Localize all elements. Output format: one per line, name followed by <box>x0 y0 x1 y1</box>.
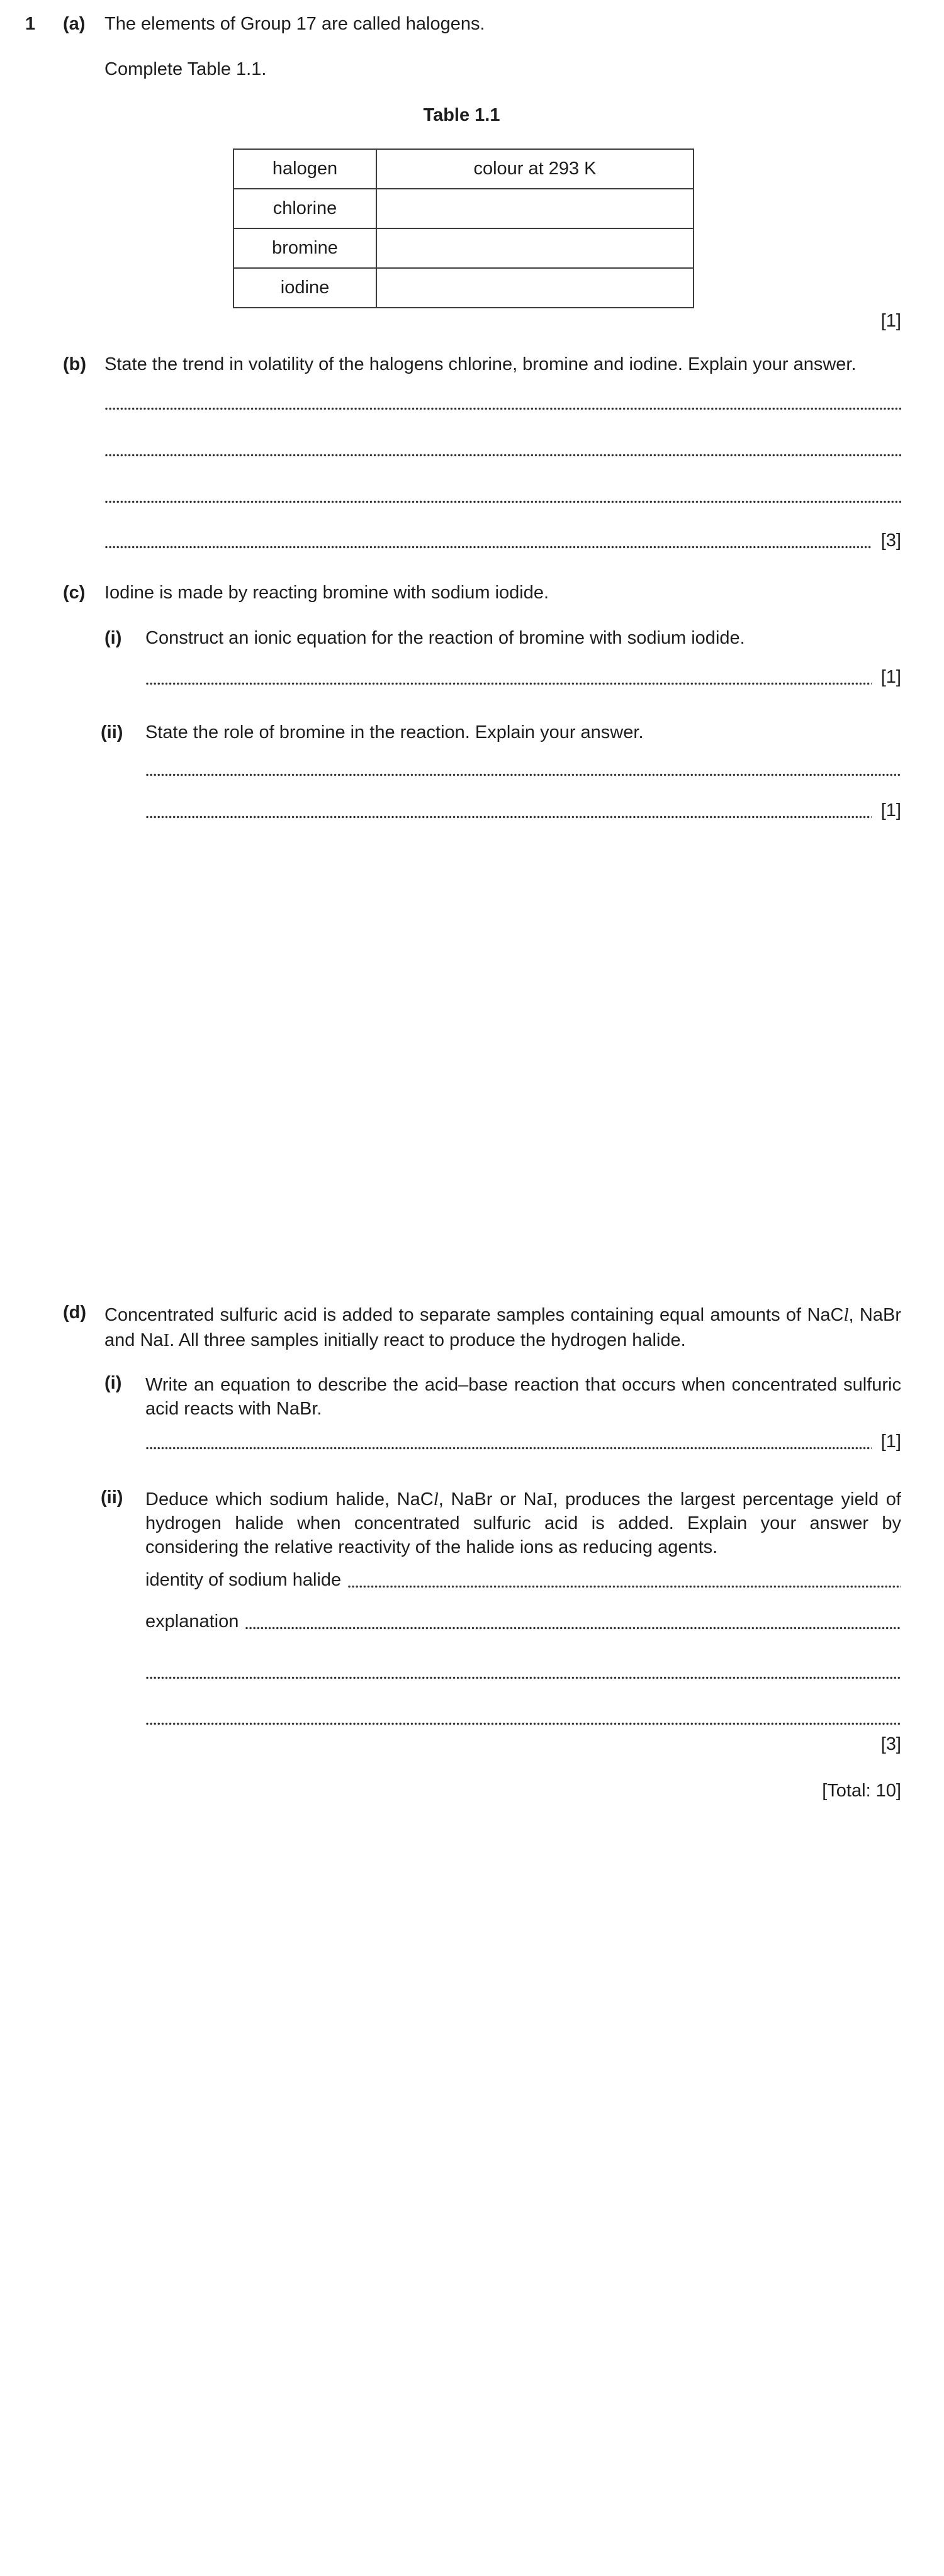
part-b-label: (b) <box>63 354 87 374</box>
part-a-instruction: Complete Table 1.1. <box>104 59 267 79</box>
question-number: 1 <box>25 14 36 34</box>
explanation-label: explanation <box>145 1611 239 1632</box>
table-header-row <box>233 149 694 189</box>
answer-line <box>104 390 901 413</box>
mark-part-a: [1] <box>880 311 901 331</box>
table-header-halogen: halogen <box>233 149 376 189</box>
dotted-answer-line <box>347 1584 901 1589</box>
table-header-colour: colour at 293 K <box>376 149 694 189</box>
answer-line <box>145 1659 901 1682</box>
table-cell-bromine: bromine <box>233 228 376 268</box>
mark-part-c-i: [1] <box>880 667 901 687</box>
table-cell-colour-bromine-empty <box>376 228 694 268</box>
answer-line <box>104 529 901 551</box>
dotted-answer-line <box>145 681 872 686</box>
identity-answer-row <box>145 1568 901 1591</box>
part-d-intro-text: . All three samples initially react to produce the hydrogen halide. <box>169 1330 686 1350</box>
chem-symbol-italic-l: l <box>433 1489 439 1509</box>
chem-symbol-italic-l: l <box>843 1305 849 1325</box>
dotted-answer-line <box>104 500 901 504</box>
chem-symbol-serif-I: I <box>546 1489 553 1509</box>
part-c-statement: Iodine is made by reacting bromine with sodium iodide. <box>104 583 549 603</box>
dotted-answer-line <box>104 406 901 411</box>
table-title: Table 1.1 <box>423 105 500 125</box>
part-d-ii-question <box>145 1487 901 1559</box>
table-1-1 <box>233 148 694 308</box>
chem-symbol-serif-I: I <box>163 1330 170 1350</box>
part-d-intro <box>104 1302 901 1353</box>
table-cell-colour-chlorine-empty <box>376 189 694 228</box>
mark-part-c-ii: [1] <box>880 800 901 820</box>
part-d-ii-text: , produces the largest percentage yield of hydrogen halide when concentrated sulfuric acid is added. Explain your answer by considering the relative reactivity of the halide ions as reducing agents. <box>145 1489 901 1557</box>
answer-line <box>145 756 901 779</box>
part-d-ii-label: (ii) <box>101 1487 123 1508</box>
answer-line <box>145 1705 901 1728</box>
part-b-question: State the trend in volatility of the halogens chlorine, bromine and iodine. Explain your answer. <box>104 354 857 374</box>
part-c-ii-question: State the role of bromine in the reaction. Explain your answer. <box>145 722 644 742</box>
dotted-answer-line <box>145 1722 901 1726</box>
answer-line <box>145 1430 901 1452</box>
part-d-label: (d) <box>63 1302 87 1323</box>
part-d-ii-text: Deduce which sodium halide, NaC <box>145 1489 434 1509</box>
dotted-answer-line <box>145 1676 901 1680</box>
dotted-answer-line <box>145 1446 872 1450</box>
dotted-answer-line <box>145 815 872 819</box>
part-c-label: (c) <box>63 583 86 603</box>
table-row <box>233 228 694 268</box>
table-cell-iodine: iodine <box>233 268 376 308</box>
part-c-i-question: Construct an ionic equation for the reaction of bromine with sodium iodide. <box>145 628 745 648</box>
dotted-answer-line <box>104 453 901 457</box>
dotted-answer-line <box>104 545 872 549</box>
total-marks: [Total: 10] <box>822 1781 901 1801</box>
part-a-statement: The elements of Group 17 are called halogens. <box>104 14 485 34</box>
mark-part-d-i: [1] <box>880 1431 901 1452</box>
mark-part-d-ii: [3] <box>880 1734 901 1754</box>
part-d-i-question: Write an equation to describe the acid–base reaction that occurs when concentrated sulfuric acid reacts with NaBr. <box>145 1375 901 1419</box>
part-c-i-label: (i) <box>104 628 122 648</box>
dotted-answer-line <box>245 1626 901 1630</box>
table-cell-chlorine: chlorine <box>233 189 376 228</box>
mark-part-b: [3] <box>880 530 901 551</box>
identity-label: identity of sodium halide <box>145 1570 342 1590</box>
table-cell-colour-iodine-empty <box>376 268 694 308</box>
dotted-answer-line <box>145 773 901 777</box>
part-d-intro-text: Concentrated sulfuric acid is added to separate samples containing equal amounts of NaC <box>104 1305 844 1325</box>
answer-line <box>145 798 901 821</box>
table-row <box>233 189 694 228</box>
answer-line <box>145 665 901 688</box>
part-c-ii-label: (ii) <box>101 722 123 742</box>
part-d-intro-text: , NaBr and Na <box>104 1305 901 1350</box>
answer-line <box>104 437 901 459</box>
explanation-answer-row <box>145 1610 901 1632</box>
part-a-label: (a) <box>63 14 86 34</box>
part-d-ii-text: , NaBr or Na <box>438 1489 547 1509</box>
part-d-i-label: (i) <box>104 1373 122 1393</box>
table-row <box>233 268 694 308</box>
answer-line <box>104 483 901 506</box>
